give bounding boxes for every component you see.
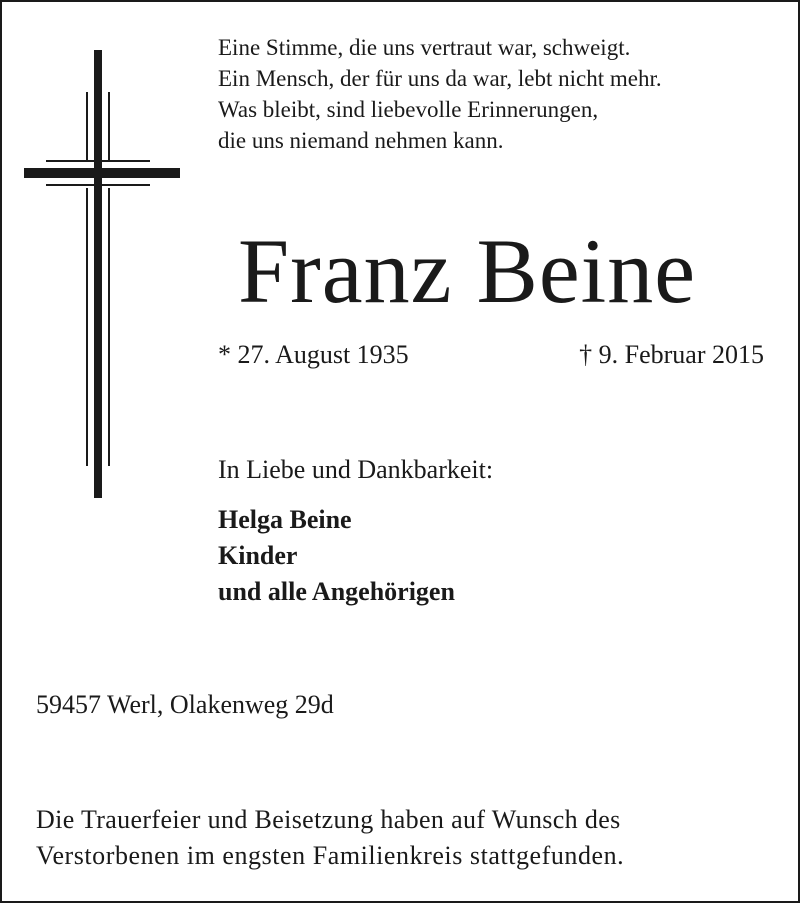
funeral-notice	[36, 802, 770, 874]
notice-line: Verstorbenen im engsten Familienkreis stattgefunden.	[36, 841, 625, 870]
family-address: 59457 Werl, Olakenweg 29d	[36, 690, 334, 719]
thanks-line: In Liebe und Dankbarkeit:	[218, 455, 494, 484]
memorial-verse	[218, 32, 778, 156]
verse-line: die uns niemand nehmen kann.	[218, 128, 504, 153]
birth-date: * 27. August 1935	[218, 340, 409, 369]
mourner-name: und alle Angehörigen	[218, 577, 455, 606]
cross-icon	[24, 50, 180, 498]
notice-line: Die Trauerfeier und Beisetzung haben auf Wunsch des	[36, 805, 621, 834]
verse-line: Ein Mensch, der für uns da war, lebt nicht mehr.	[218, 66, 662, 91]
deceased-name: Franz Beine	[238, 220, 697, 322]
mourner-name: Kinder	[218, 541, 298, 570]
mourners-list	[218, 502, 455, 610]
verse-line: Was bleibt, sind liebevolle Erinnerungen,	[218, 97, 599, 122]
death-date: † 9. Februar 2015	[579, 340, 764, 369]
mourner-name: Helga Beine	[218, 505, 352, 534]
verse-line: Eine Stimme, die uns vertraut war, schweigt.	[218, 35, 631, 60]
